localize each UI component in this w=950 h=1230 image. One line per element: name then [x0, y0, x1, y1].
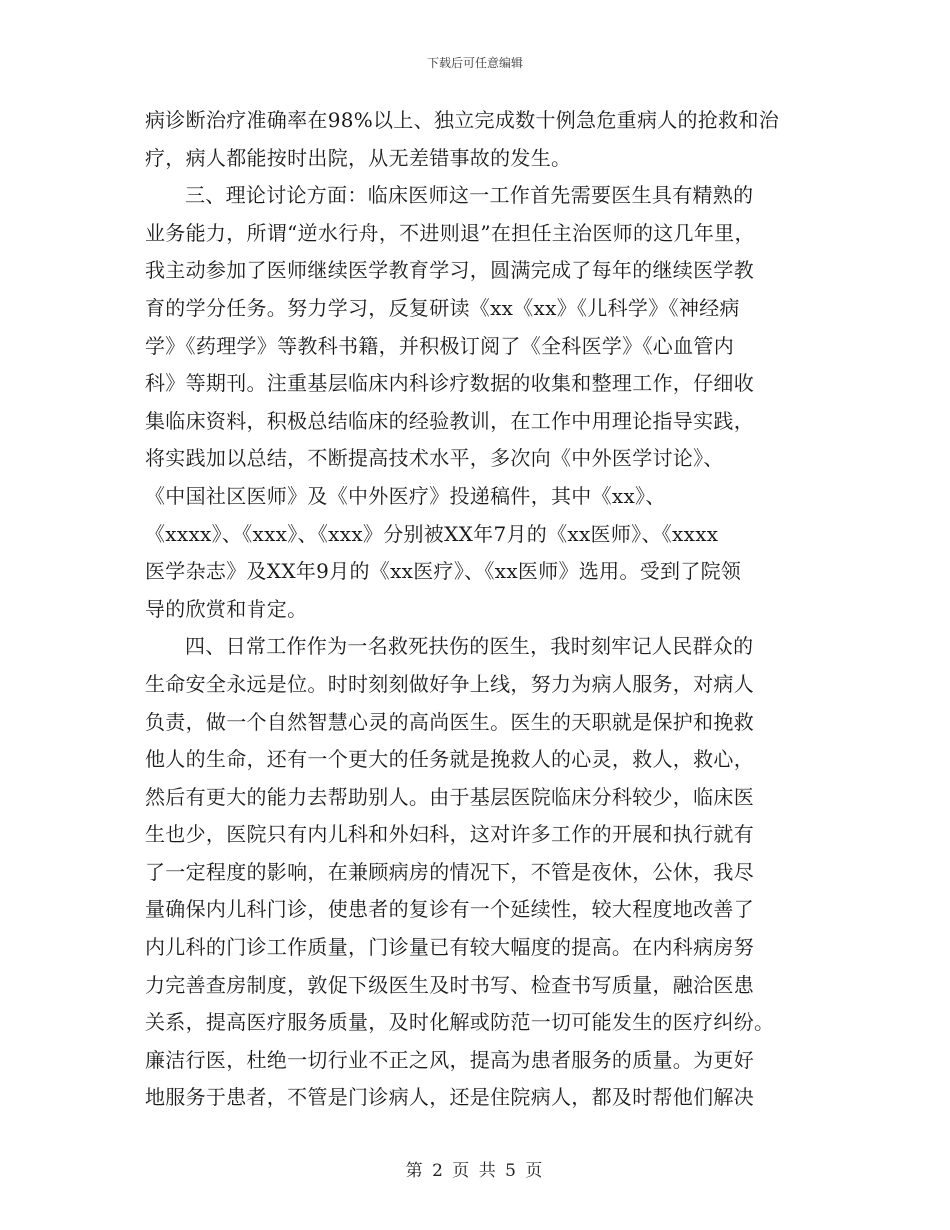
- text-line: 业务能力，所谓“逆水行舟，不进则退”在担任主治医师的这几年里，: [145, 220, 755, 245]
- text-line: 量确保内儿科门诊，使患者的复诊有一个延续性，较大程度地改善了: [145, 897, 754, 922]
- paragraph-start-line: 三、理论讨论方面：临床医师这一工作首先需要医生具有精熟的: [185, 183, 754, 208]
- text-line: 负责，做一个自然智慧心灵的高尚医生。医生的天职就是保护和挽救: [145, 709, 754, 734]
- text-line: 将实践加以总结，不断提高技术水平，多次向《中外医学讨论》、: [145, 446, 724, 471]
- text-line: 地服务于患者，不管是门诊病人，还是住院病人，都及时帮他们解决: [145, 1085, 754, 1110]
- paragraph-start-line: 四、日常工作作为一名救死扶伤的医生，我时刻牢记人民群众的: [185, 634, 754, 659]
- text-line: 疗，病人都能按时出院，从无差错事故的发生。: [145, 145, 572, 170]
- text-line: 了一定程度的影响，在兼顾病房的情况下，不管是夜休，公休，我尽: [145, 859, 754, 884]
- text-line: 医学杂志》及XX年9月的《xx医疗》、《xx医师》选用。受到了院领: [145, 559, 742, 584]
- text-line: 内儿科的门诊工作质量，门诊量已有较大幅度的提高。在内科病房努: [145, 935, 754, 960]
- text-line: 关系，提高医疗服务质量，及时化解或防范一切可能发生的医疗纠纷。: [145, 1010, 775, 1035]
- text-line: 科》等期刊。注重基层临床内科诊疗数据的收集和整理工作，仔细收: [145, 371, 754, 396]
- text-line: 《中国社区医师》及《中外医疗》投递稿件，其中《xx》、: [145, 483, 666, 508]
- text-line: 廉洁行医，杜绝一切行业不正之风，提高为患者服务的质量。为更好: [145, 1047, 754, 1072]
- text-line: 《xxxx》、《xxx》、《xxx》分别被XX年7月的《xx医师》、《xxxx: [145, 521, 719, 546]
- text-line: 学》《药理学》等教科书籍，并积极订阅了《全科医学》《心血管内: [145, 333, 734, 358]
- text-line: 集临床资料，积极总结临床的经验教训，在工作中用理论指导实践，: [145, 408, 754, 433]
- page-header: 下载后可任意编辑: [426, 56, 523, 70]
- text-line: 育的学分任务。努力学习，反复研读《xx《xx》《儿科学》《神经病: [145, 295, 740, 320]
- page-number-footer: 第 2 页 共 5 页: [405, 1161, 545, 1181]
- text-line: 生命安全永远是位。时时刻刻做好争上线，努力为病人服务，对病人: [145, 671, 754, 696]
- text-line: 导的欣赏和肯定。: [145, 596, 308, 621]
- text-line: 力完善查房制度，敦促下级医生及时书写、检查书写质量，融洽医患: [145, 972, 754, 997]
- text-line: 生也少，医院只有内儿科和外妇科，这对许多工作的开展和执行就有: [145, 822, 754, 847]
- text-line: 病诊断治疗准确率在98%以上、独立完成数十例急危重病人的抢救和治: [145, 108, 780, 132]
- document-body: [145, 102, 810, 1117]
- text-line: 我主动参加了医师继续医学教育学习，圆满完成了每年的继续医学教: [145, 258, 754, 283]
- text-line: 他人的生命，还有一个更大的任务就是挽救人的心灵，救人，救心，: [145, 747, 754, 772]
- text-line: 然后有更大的能力去帮助别人。由于基层医院临床分科较少，临床医: [145, 784, 754, 809]
